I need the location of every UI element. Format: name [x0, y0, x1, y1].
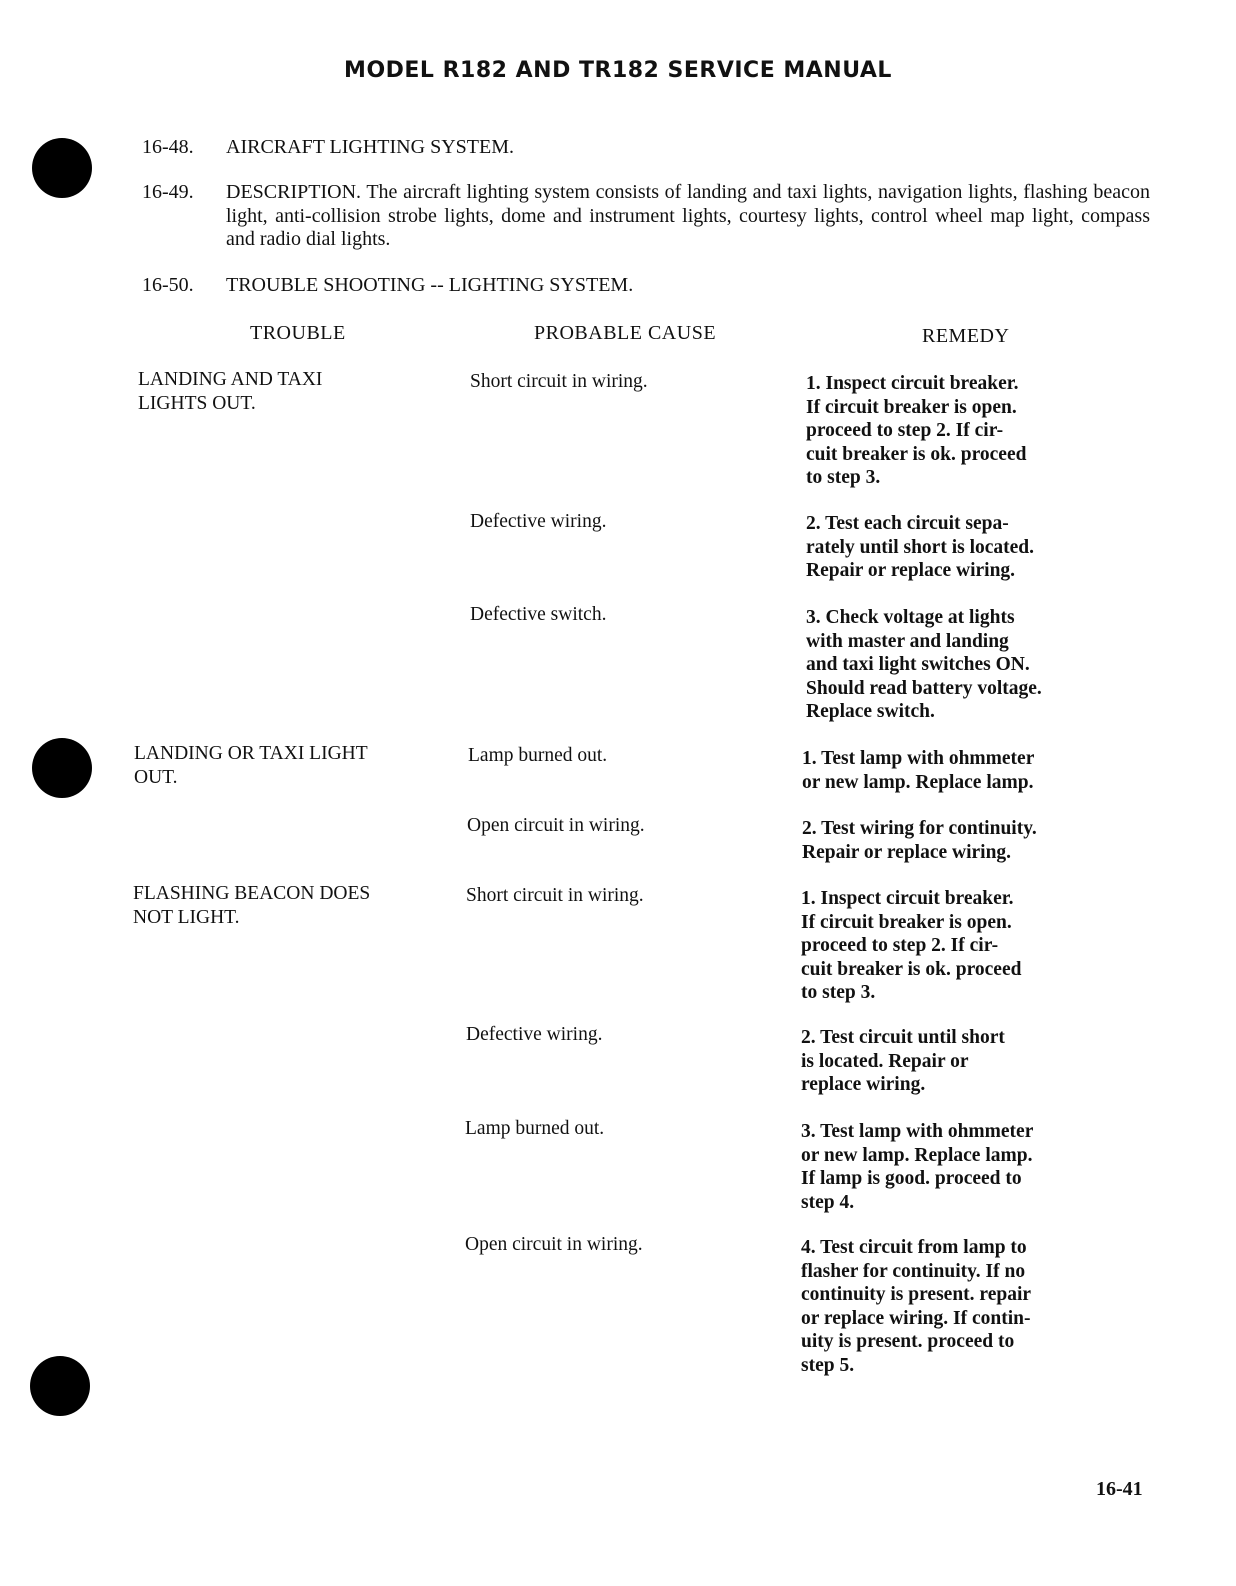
remedy-cell: 4. Test circuit from lamp to flasher for continuity. If no continuity is present. repair or replace wiring. If contin- uity is present. proceed to step 5.: [801, 1237, 1032, 1376]
binder-hole-top: [32, 138, 92, 198]
trouble-cell: LANDING AND TAXI LIGHTS OUT.: [138, 369, 323, 414]
section-16-49: [142, 181, 1152, 256]
remedy-cell: 1. Inspect circuit breaker. If circuit breaker is open. proceed to step 2. If cir- cuit breaker is ok. proceed to step 3.: [801, 888, 1022, 1003]
cause-cell: Open circuit in wiring.: [467, 815, 645, 836]
page-header-title: MODEL R182 AND TR182 SERVICE MANUAL: [344, 58, 892, 83]
section-number: 16-50.: [142, 274, 194, 296]
trouble-cell: FLASHING BEACON DOES NOT LIGHT.: [133, 883, 371, 928]
cause-cell: Lamp burned out.: [468, 745, 608, 766]
remedy-cell: 2. Test circuit until short is located. Repair or replace wiring.: [801, 1027, 1005, 1095]
remedy-cell: 2. Test wiring for continuity. Repair or replace wiring.: [802, 818, 1037, 863]
binder-hole-bottom: [30, 1356, 90, 1416]
remedy-cell: 1. Inspect circuit breaker. If circuit breaker is open. proceed to step 2. If cir- cuit breaker is ok. proceed to step 3.: [806, 373, 1027, 488]
section-number: 16-49.: [142, 181, 194, 203]
cause-cell: Defective wiring.: [470, 511, 607, 532]
section-16-48: [142, 136, 1152, 166]
remedy-cell: 2. Test each circuit sepa- rately until short is located. Repair or replace wiring.: [806, 513, 1035, 581]
section-number: 16-48.: [142, 136, 194, 158]
column-header-remedy: REMEDY: [922, 325, 1010, 347]
column-header-probable-cause: PROBABLE CAUSE: [534, 322, 717, 344]
remedy-cell: 1. Test lamp with ohmmeter or new lamp. Replace lamp.: [802, 748, 1035, 793]
section-title: TROUBLE SHOOTING -- LIGHTING SYSTEM.: [226, 274, 634, 296]
trouble-cell: LANDING OR TAXI LIGHT OUT.: [134, 743, 368, 788]
remedy-cell: 3. Test lamp with ohmmeter or new lamp. Replace lamp. If lamp is good. proceed to step 4.: [801, 1121, 1034, 1213]
cause-cell: Short circuit in wiring.: [470, 371, 648, 392]
cause-cell: Short circuit in wiring.: [466, 885, 644, 906]
section-description: DESCRIPTION. The aircraft lighting system consists of landing and taxi lights, navigation lights, flashing beacon light, anti-collision strobe lights, dome and instrument lights, courtesy lights, control wheel map light, compass and radio dial lights.: [226, 181, 1150, 250]
section-title: AIRCRAFT LIGHTING SYSTEM.: [226, 136, 514, 158]
cause-cell: Open circuit in wiring.: [465, 1234, 643, 1255]
binder-hole-middle: [32, 738, 92, 798]
column-header-trouble: TROUBLE: [250, 322, 346, 344]
remedy-cell: 3. Check voltage at lights with master and landing and taxi light switches ON. Should read battery voltage. Replace switch.: [806, 607, 1042, 722]
section-16-50: [142, 274, 1152, 304]
page-number: 16-41: [1096, 1478, 1143, 1500]
cause-cell: Defective switch.: [470, 604, 607, 625]
cause-cell: Defective wiring.: [466, 1024, 603, 1045]
cause-cell: Lamp burned out.: [465, 1118, 605, 1139]
